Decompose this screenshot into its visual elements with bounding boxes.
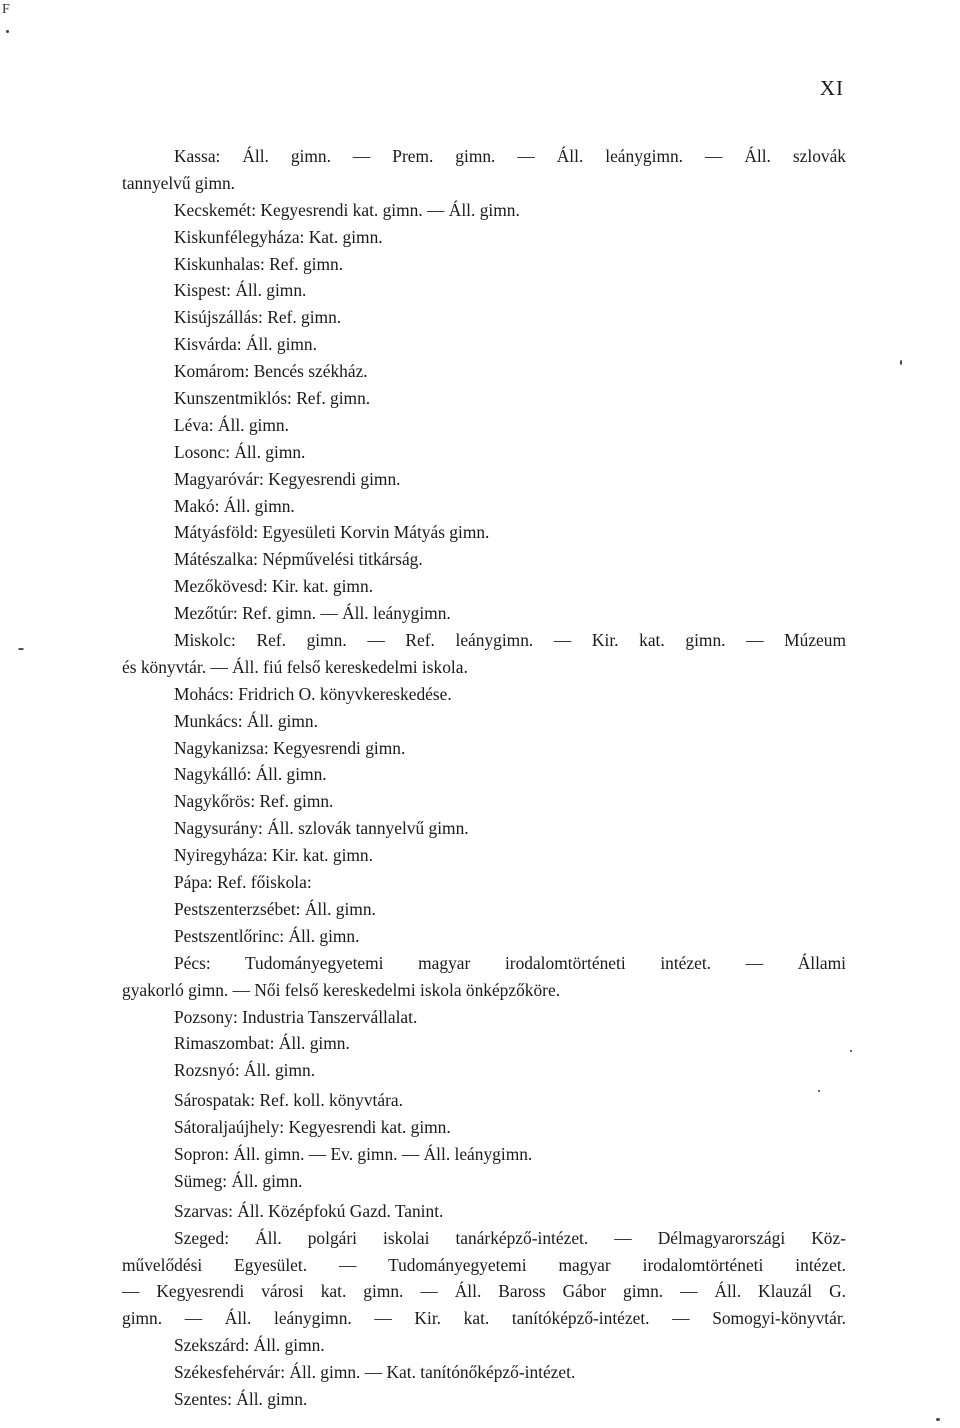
scan-speck [900,360,902,365]
text-line: Kiskunfélegyháza: Kat. gimn. [174,226,383,247]
text-line: Mátyásföld: Egyesületi Korvin Mátyás gimn. [174,522,490,543]
text-line: Komárom: Bencés székház. [174,361,368,382]
text-line: tannyelvű gimn. [122,172,236,193]
text-line: Kiskunhalas: Ref. gimn. [174,253,344,274]
text-line: Sümeg: Áll. gimn. [174,1170,303,1191]
text-line: Kispest: Áll. gimn. [174,280,307,301]
text-line: Losonc: Áll. gimn. [174,441,306,462]
text-line: Nagysurány: Áll. szlovák tannyelvű gimn. [174,818,469,839]
text-line: Kecskemét: Kegyesrendi kat. gimn. — Áll. gimn. [174,199,520,220]
text-line: Mátészalka: Népművelési titkárság. [174,549,423,570]
text-line: Pécs: Tudományegyetemi magyar irodalomtörténeti intézet. — Állami [174,952,846,973]
text-line: Szentes: Áll. gimn. [174,1388,308,1409]
text-line: Nagykanizsa: Kegyesrendi gimn. [174,737,406,758]
text-line: Rozsnyó: Áll. gimn. [174,1060,316,1081]
text-line: Miskolc: Ref. gimn. — Ref. leánygimn. — Kir. kat. gimn. — Múzeum [174,630,846,651]
text-line: Nagykálló: Áll. gimn. [174,764,327,785]
text-line: Sárospatak: Ref. koll. könyvtára. [174,1090,403,1111]
index-text-block [122,143,846,1413]
text-line: Mohács: Fridrich O. könyvkereskedése. [174,683,452,704]
text-line: és könyvtár. — Áll. fiú felső kereskedelmi iskola. [122,656,468,677]
text-line: Nyiregyháza: Kir. kat. gimn. [174,845,373,866]
page-number: XI [819,76,844,100]
text-line: Székesfehérvár: Áll. gimn. — Kat. tanítónőképző-intézet. [174,1362,576,1383]
scan-speck [850,1050,852,1052]
text-line: Kunszentmiklós: Ref. gimn. [174,388,371,409]
text-line: Szarvas: Áll. Középfokú Gazd. Tanint. [174,1200,444,1221]
text-line: művelődési Egyesület. — Tudományegyetemi magyar irodalomtörténeti intézet. [122,1254,846,1275]
text-line: Pestszentlőrinc: Áll. gimn. [174,925,360,946]
text-line: Sátoraljaújhely: Kegyesrendi kat. gimn. [174,1117,451,1138]
text-line: Pestszenterzsébet: Áll. gimn. [174,898,376,919]
text-line: Pozsony: Industria Tanszervállalat. [174,1006,418,1027]
text-line: Kisújszállás: Ref. gimn. [174,307,342,328]
text-line: Pápa: Ref. főiskola: [174,872,312,893]
text-line: Nagykőrös: Ref. gimn. [174,791,334,812]
scan-speck [6,30,9,33]
text-line: Mezőtúr: Ref. gimn. — Áll. leánygimn. [174,603,451,624]
text-line: Szeged: Áll. polgári iskolai tanárképző-intézet. — Délmagyarországi Köz- [174,1227,846,1248]
text-line: Munkács: Áll. gimn. [174,710,318,731]
corner-mark: F [2,2,10,17]
text-line: Makó: Áll. gimn. [174,495,295,516]
text-line: Magyaróvár: Kegyesrendi gimn. [174,468,401,489]
text-line: — Kegyesrendi városi kat. gimn. — Áll. Baross Gábor gimn. — Áll. Klauzál G. [122,1281,846,1302]
text-line: Sopron: Áll. gimn. — Ev. gimn. — Áll. leánygimn. [174,1143,533,1164]
text-line: Rimaszombat: Áll. gimn. [174,1033,350,1054]
scan-speck [936,1418,940,1421]
text-line: gyakorló gimn. — Női felső kereskedelmi iskola önképzőköre. [122,979,561,1000]
text-line: Kisvárda: Áll. gimn. [174,334,317,355]
text-line: Szekszárd: Áll. gimn. [174,1335,325,1356]
text-line: Mezőkövesd: Kir. kat. gimn. [174,576,373,597]
text-line: gimn. — Áll. leánygimn. — Kir. kat. tanítóképző-intézet. — Somogyi-könyvtár. [122,1308,846,1329]
scan-speck [18,648,24,650]
text-line: Léva: Áll. gimn. [174,414,289,435]
text-line: Kassa: Áll. gimn. — Prem. gimn. — Áll. leánygimn. — Áll. szlovák [174,146,846,166]
